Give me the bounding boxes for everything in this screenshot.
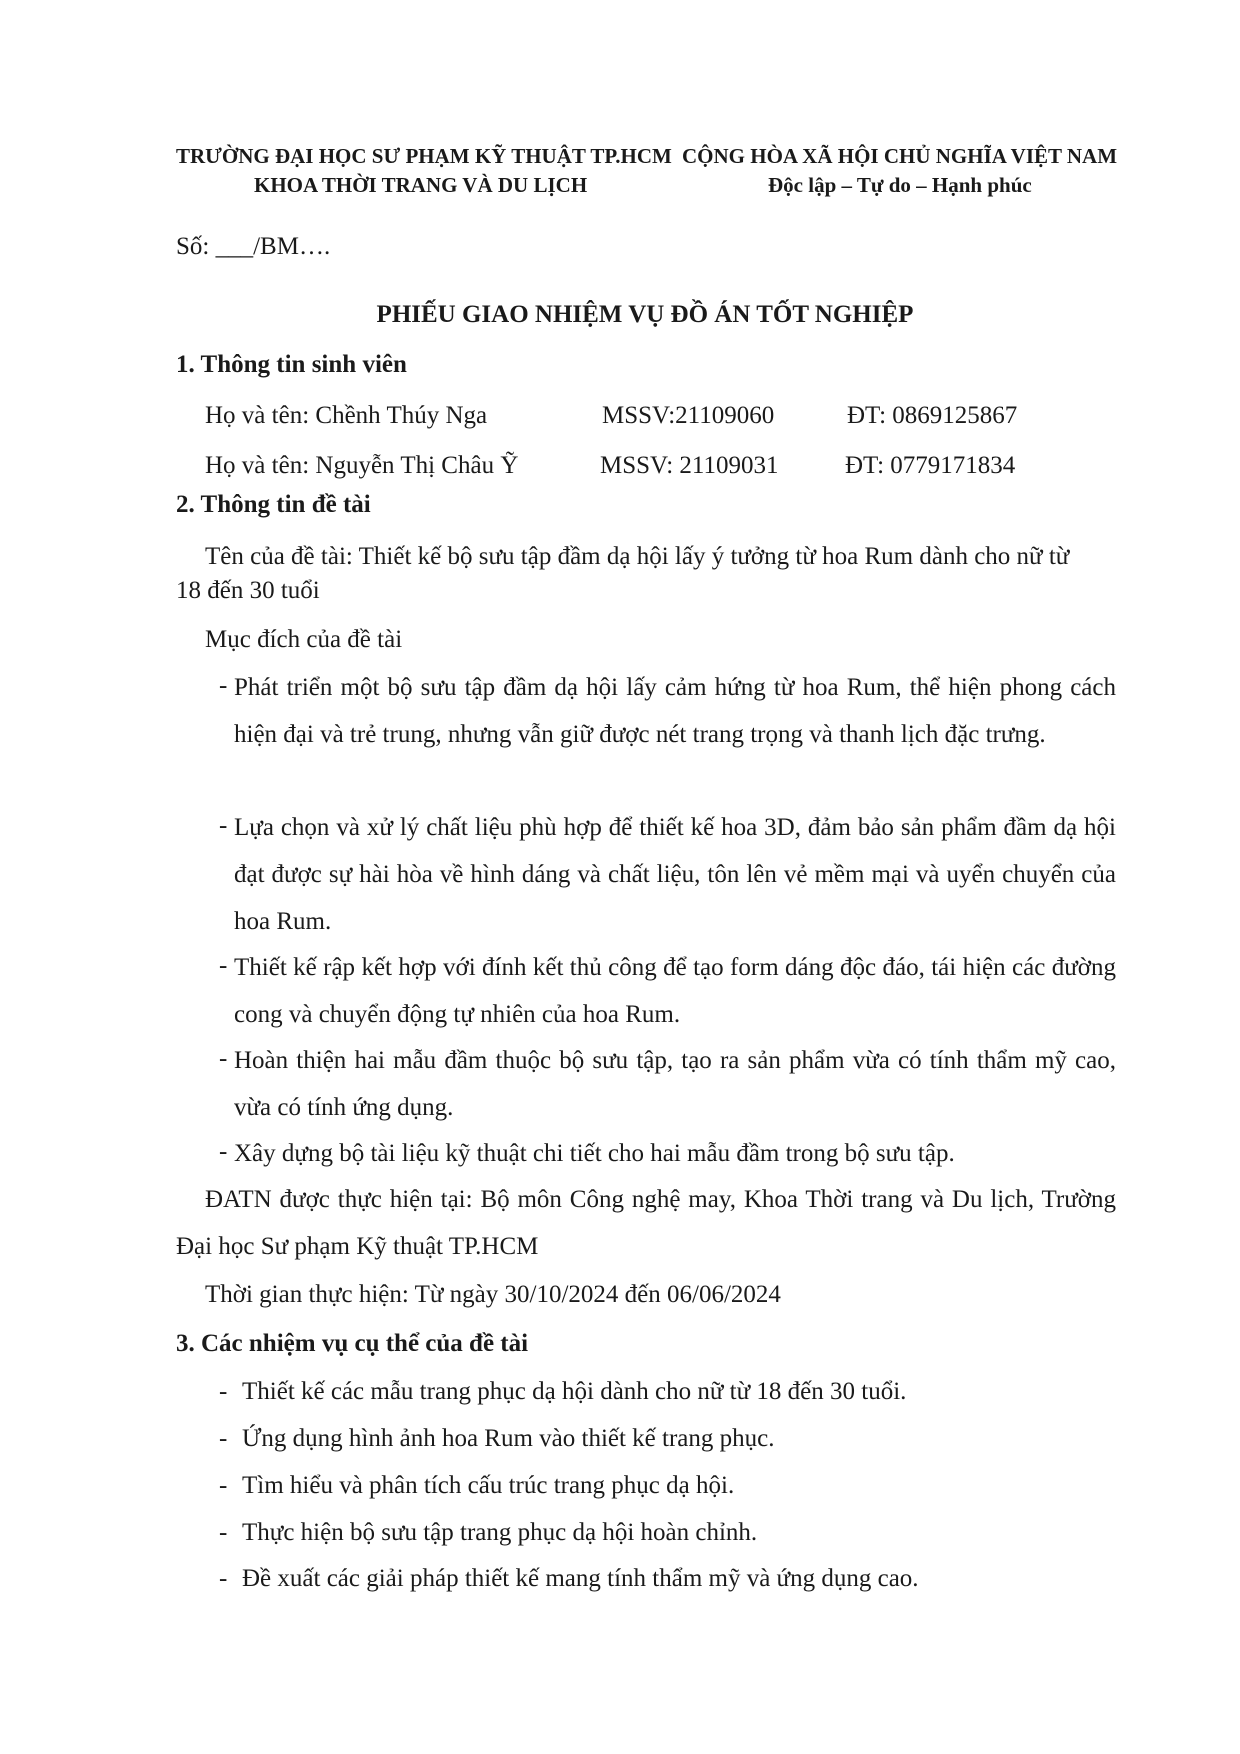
- purpose-item: Xây dựng bộ tài liệu kỹ thuật chi tiết cho hai mẫu đầm trong bộ sưu tập.: [234, 1140, 955, 1167]
- bullet-dash: -: [219, 1565, 228, 1592]
- purpose-item: Phát triển một bộ sưu tập đầm dạ hội lấy cảm hứng từ hoa Rum, thể hiện phong cách hiện đại và trẻ trung, nhưng vẫn giữ được nét trang trọng và thanh lịch đặc trưng.: [234, 674, 1116, 748]
- page-title: PHIẾU GIAO NHIỆM VỤ ĐỒ ÁN TỐT NGHIỆP: [376, 301, 914, 328]
- bullet-dash: -: [219, 1472, 228, 1499]
- bullet-dash: -: [219, 1138, 228, 1165]
- task-item: Ứng dụng hình ảnh hoa Rum vào thiết kế trang phục.: [242, 1425, 775, 1452]
- task-item: Thực hiện bộ sưu tập trang phục dạ hội hoàn chỉnh.: [242, 1519, 758, 1546]
- section-1-heading: 1. Thông tin sinh viên: [176, 351, 407, 378]
- purpose-item: Lựa chọn và xử lý chất liệu phù hợp để thiết kế hoa 3D, đảm bảo sản phẩm đầm dạ hội đạt được sự hài hòa về hình dáng và chất liệu, tôn lên vẻ mềm mại và uyển chuyển của hoa Rum.: [234, 814, 1116, 935]
- student-2-id: MSSV: 21109031: [600, 452, 779, 479]
- student-1-name: Họ và tên: Chềnh Thúy Nga: [205, 402, 488, 429]
- faculty-name: KHOA THỜI TRANG VÀ DU LỊCH: [254, 173, 588, 197]
- student-1-id: MSSV:21109060: [602, 402, 775, 429]
- section-2-heading: 2. Thông tin đề tài: [176, 491, 371, 518]
- purpose-label: Mục đích của đề tài: [205, 626, 403, 653]
- purpose-item: Hoàn thiện hai mẫu đầm thuộc bộ sưu tập, tạo ra sản phẩm vừa có tính thẩm mỹ cao, vừa có tính ứng dụng.: [234, 1047, 1116, 1121]
- bullet-dash: -: [219, 1425, 228, 1452]
- document-number: Số: ___/BM….: [176, 233, 331, 260]
- student-1-phone: ĐT: 0869125867: [847, 402, 1018, 429]
- bullet-dash: -: [219, 1519, 228, 1546]
- bullet-dash: -: [219, 1045, 228, 1072]
- topic-name: Tên của đề tài: Thiết kế bộ sưu tập đầm dạ hội lấy ý tưởng từ hoa Rum dành cho nữ từ 18 đến 30 tuổi: [176, 543, 1070, 604]
- national-title: CỘNG HÒA XÃ HỘI CHỦ NGHĨA VIỆT NAM: [682, 144, 1118, 168]
- national-motto: Độc lập – Tự do – Hạnh phúc: [768, 173, 1032, 197]
- bullet-dash: -: [219, 952, 228, 979]
- bullet-dash: -: [219, 672, 228, 699]
- task-item: Đề xuất các giải pháp thiết kế mang tính thẩm mỹ và ứng dụng cao.: [242, 1565, 919, 1592]
- student-2-name: Họ và tên: Nguyễn Thị Châu Ỹ: [205, 452, 519, 479]
- task-item: Tìm hiểu và phân tích cấu trúc trang phục dạ hội.: [242, 1472, 735, 1499]
- bullet-dash: -: [219, 1378, 228, 1405]
- purpose-item: Thiết kế rập kết hợp với đính kết thủ công để tạo form dáng độc đáo, tái hiện các đường cong và chuyển động tự nhiên của hoa Rum.: [234, 954, 1116, 1028]
- section-3-heading: 3. Các nhiệm vụ cụ thể của đề tài: [176, 1330, 529, 1357]
- task-item: Thiết kế các mẫu trang phục dạ hội dành cho nữ từ 18 đến 30 tuổi.: [242, 1378, 907, 1405]
- duration-text: Thời gian thực hiện: Từ ngày 30/10/2024 đến 06/06/2024: [205, 1281, 781, 1308]
- student-2-phone: ĐT: 0779171834: [845, 452, 1016, 479]
- location-text: ĐATN được thực hiện tại: Bộ môn Công nghệ may, Khoa Thời trang và Du lịch, Trường Đại học Sư phạm Kỹ thuật TP.HCM: [176, 1186, 1116, 1260]
- school-name: TRƯỜNG ĐẠI HỌC SƯ PHẠM KỸ THUẬT TP.HCM: [176, 144, 672, 168]
- bullet-dash: -: [219, 812, 228, 839]
